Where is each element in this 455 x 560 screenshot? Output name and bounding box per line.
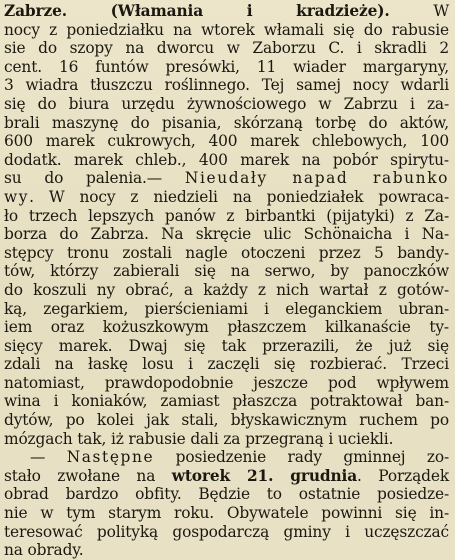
spaced-text: wy — [4, 187, 30, 206]
text-line — [4, 114, 449, 133]
text-line — [4, 151, 449, 170]
spaced-text: Nieudały napad rabunko — [184, 169, 449, 188]
text-segment: dytów, po kolei jak stali, błyskawicznym ruchem po — [4, 411, 449, 430]
text-segment: . W nocy z niedzieli na poniedziałek powraca- — [29, 187, 449, 206]
text-segment: — — [30, 448, 67, 467]
text-line — [4, 374, 449, 393]
text-line — [4, 2, 449, 21]
text-line — [4, 21, 449, 40]
text-line — [4, 39, 449, 58]
text-line — [4, 58, 449, 77]
text-line — [4, 448, 449, 467]
text-segment: posiedzenie rady gminnej zo- — [154, 448, 449, 467]
text-segment: teresować polityką gospodarczą gminy i uczęszczać — [4, 522, 449, 541]
text-segment: tów, którzy zabierali się na serwo, by panoczków — [4, 262, 449, 281]
text-line — [4, 76, 449, 95]
text-line — [4, 281, 449, 300]
text-segment: do koszuli ny obrać, a każdy z nich wartał z gotów- — [4, 280, 449, 299]
text-segment: nocy z poniedziałku na wtorek włamali się do rabusie — [4, 20, 449, 39]
text-line — [4, 207, 449, 226]
spaced-text: Następne — [66, 448, 155, 467]
text-line — [4, 504, 449, 523]
text-line — [4, 132, 449, 151]
text-segment: zdali na łaskę losu i zaczęli się rozbierać. Trzeci — [4, 355, 449, 374]
text-segment: stało zwołane na — [4, 466, 172, 485]
text-line — [4, 300, 449, 319]
text-line — [4, 411, 449, 430]
text-line — [4, 485, 449, 504]
text-segment: ło trzech lepszych panów z birbantki (pijatyki) z Za- — [4, 206, 449, 225]
text-line — [4, 169, 449, 188]
text-segment: borza do Zabrza. Na skręcie ulic Schönaicha i Na- — [4, 225, 449, 244]
text-segment: 3 wiadra tłuszczu roślinnego. Tej samej nocy wdarli — [4, 76, 449, 95]
text-segment: mózgach tak, iż rabusie dali za przegraną i uciekli. — [4, 429, 394, 448]
text-segment: 600 marek cukrowych, 400 marek chlebowych, 100 — [4, 132, 449, 151]
text-segment: W — [433, 2, 449, 20]
text-line — [4, 318, 449, 337]
text-segment: wina i koniaków, zamiast płaszcza potraktował ban- — [4, 392, 449, 411]
text-segment: natomiast, prawdopodobnie jeszcze pod wpływem — [4, 373, 449, 392]
text-segment: iem oraz kożuszkowym płaszczem kilkanaście ty- — [4, 318, 449, 337]
text-segment: brali maszynę do pisania, skórzaną torbę do aktów, — [4, 113, 449, 132]
text-segment: się do biura urzędu żywnościowego w Zabrzu i za- — [4, 94, 449, 113]
text-line — [4, 225, 449, 244]
text-segment: sięcy marek. Dwaj się tak przerazili, że już się — [4, 336, 449, 355]
text-line — [4, 95, 449, 114]
text-line — [4, 467, 449, 486]
bold-text: wtorek 21. grudnia — [171, 466, 358, 485]
text-segment: nie w tym starym roku. Obywatele powinni się in- — [4, 504, 449, 523]
text-segment: cent. 16 funtów presówki, 11 wiader margaryny, — [4, 57, 449, 76]
text-segment: dodatk. marek chleb., 400 marek na pobór spirytu- — [4, 150, 449, 169]
text-segment: ką, zegarkiem, pierścieniami i eleganckiem ubran- — [4, 299, 449, 318]
article-text — [4, 2, 449, 560]
text-line — [4, 541, 449, 560]
text-line — [4, 262, 449, 281]
text-segment: obrad bardzo obfity. Będzie to ostatnie posiedze- — [4, 485, 449, 504]
text-line — [4, 188, 449, 207]
text-segment: sie do szopy na dworcu w Zaborzu C. i skradli 2 — [4, 39, 449, 58]
bold-text: Zabrze. (Włamania i kradzieże). — [4, 2, 434, 20]
text-line — [4, 392, 449, 411]
text-line — [4, 355, 449, 374]
text-line — [4, 337, 449, 356]
text-line — [4, 244, 449, 263]
text-segment: . Porządek — [357, 466, 449, 485]
text-line — [4, 523, 449, 542]
text-segment: stępcy tronu zostali nagle otoczeni przez 5 bandy- — [4, 243, 449, 262]
text-segment: su do palenia.— — [4, 169, 185, 188]
text-segment: na obrady. — [4, 541, 84, 560]
text-line — [4, 430, 449, 449]
